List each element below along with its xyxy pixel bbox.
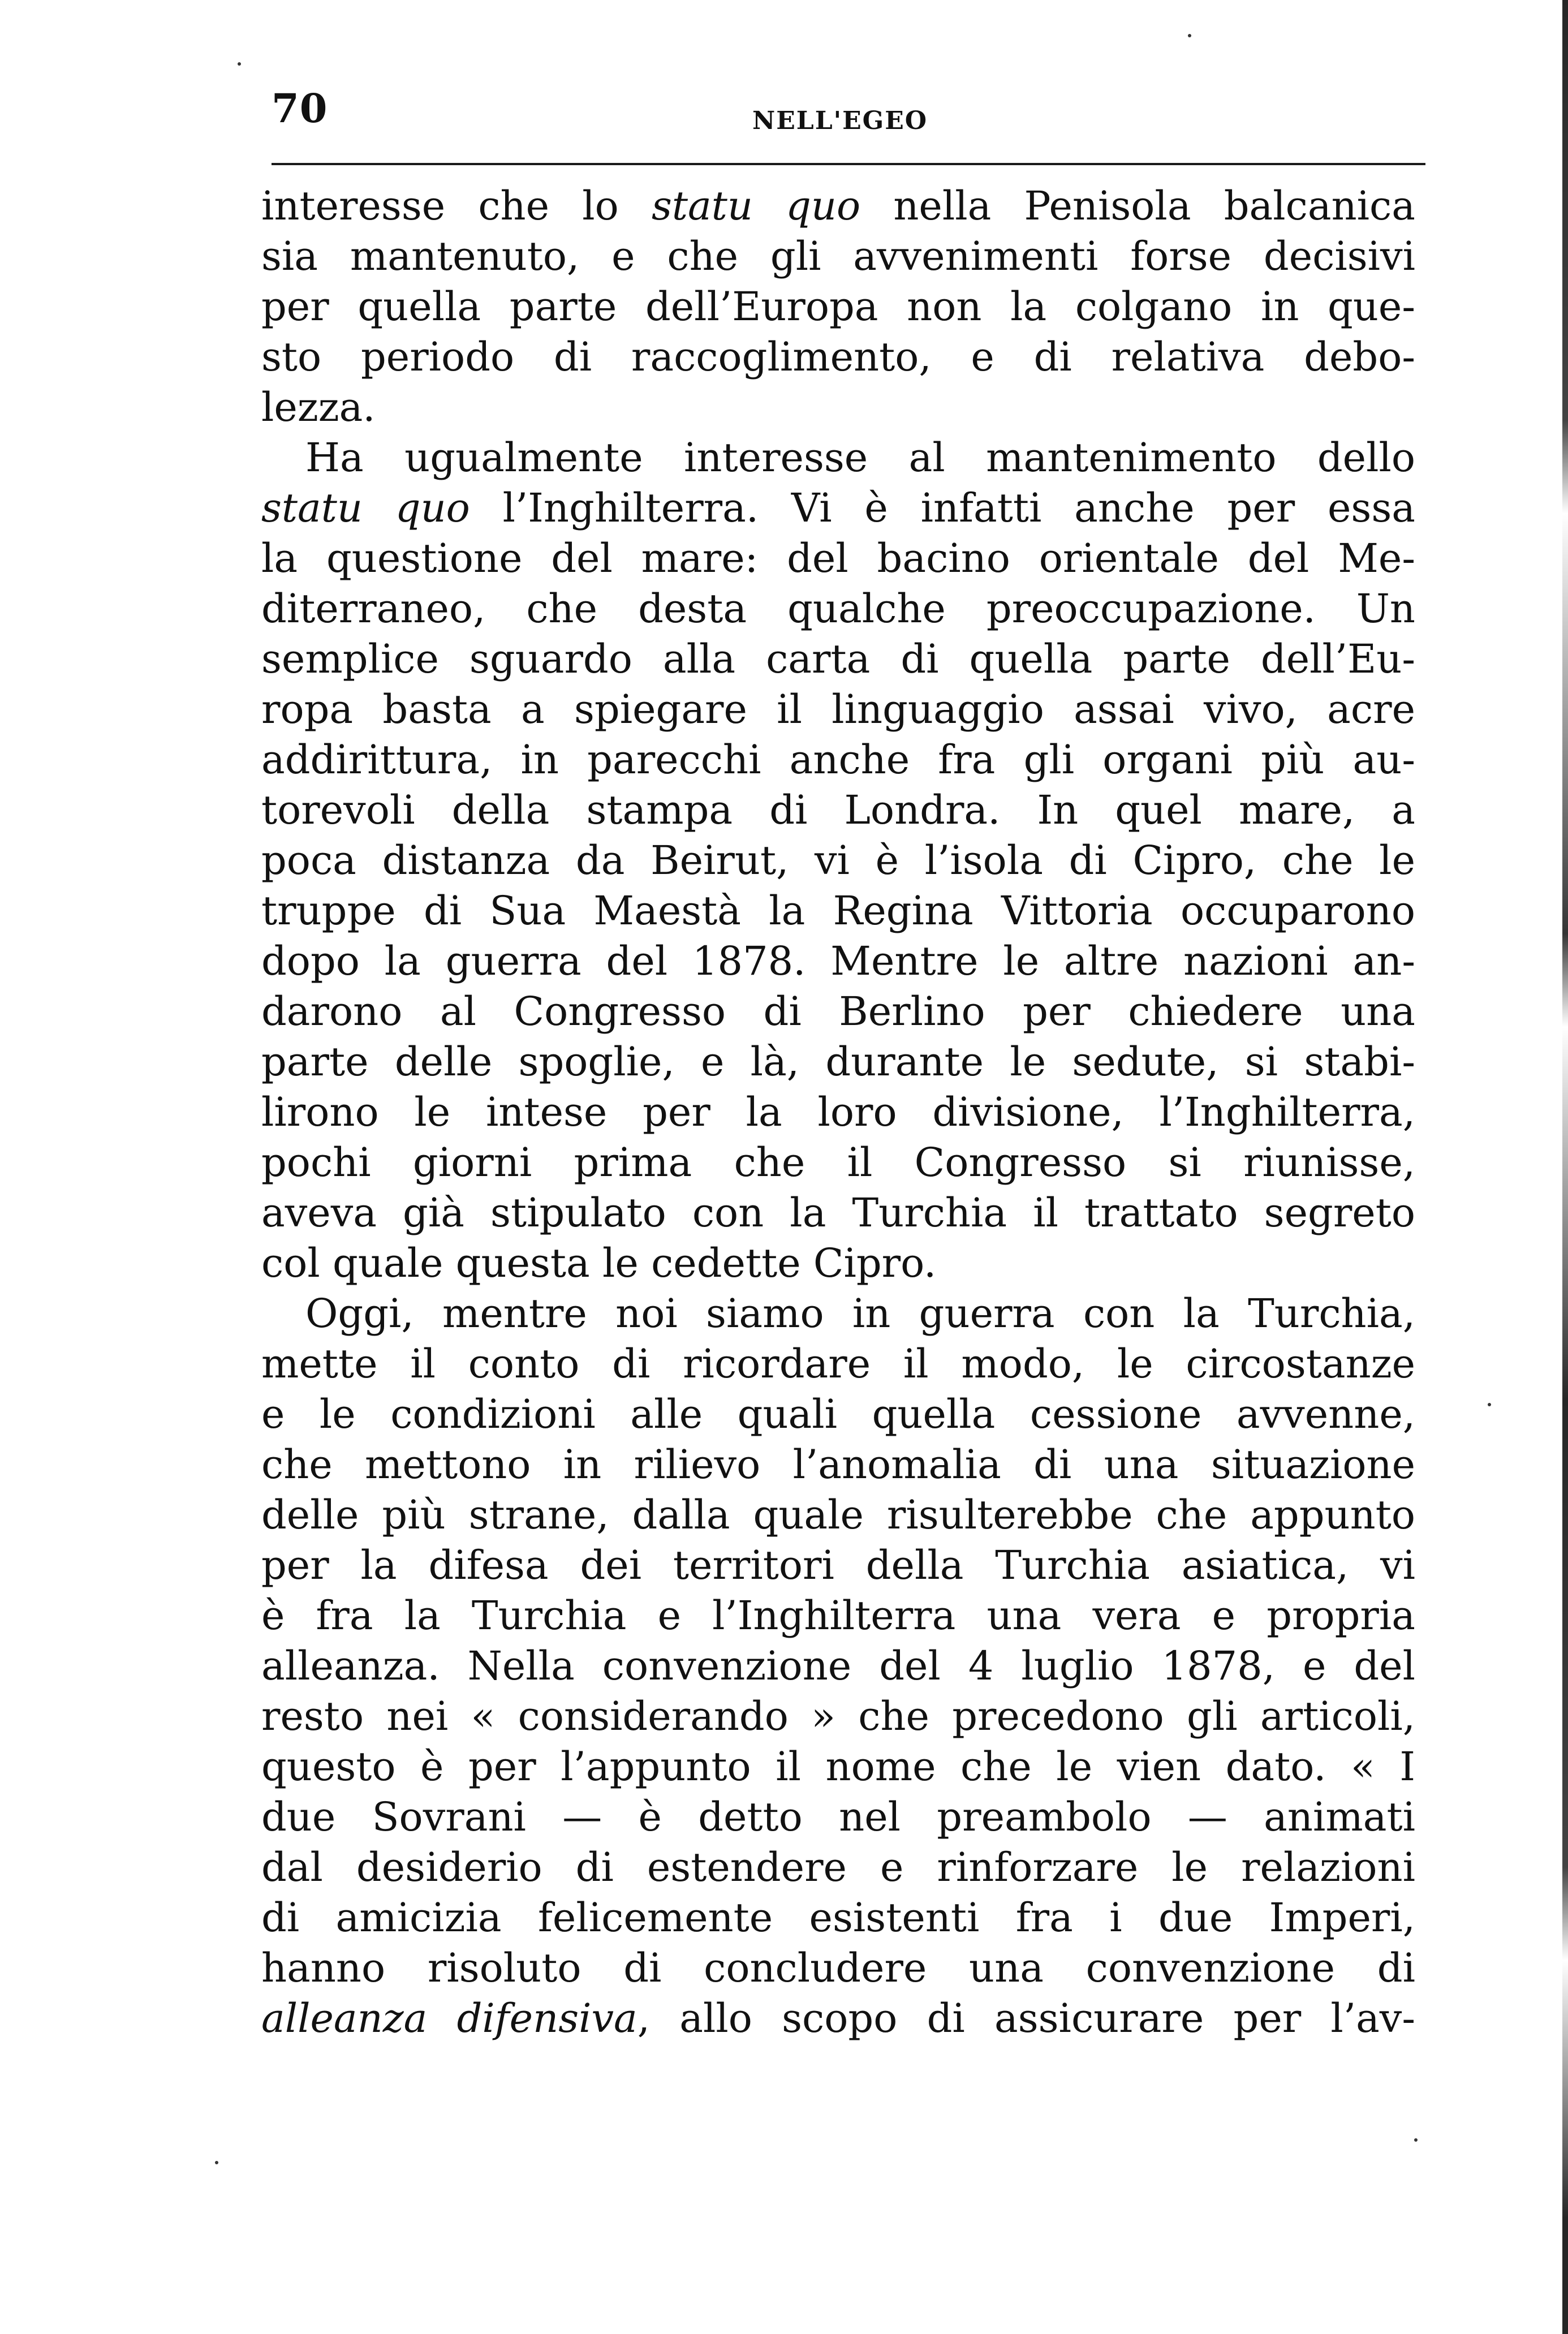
text-segment: alleanza. Nella convenzione del 4 luglio 1878, e del: [261, 1643, 1415, 1689]
scan-speck: [1488, 1403, 1491, 1406]
text-segment: interesse che lo: [261, 183, 652, 229]
text-line: [261, 1440, 1415, 1490]
text-segment: che mettono in rilievo l’anomalia di una situazione: [261, 1441, 1415, 1488]
text-segment: Oggi, mentre noi siamo in guerra con la Turchia,: [305, 1290, 1415, 1337]
text-segment: lezza.: [261, 384, 376, 430]
text-segment: dal desiderio di estendere e rinforzare le relazioni: [261, 1844, 1415, 1891]
text-segment: Ha ugualmente interesse al mantenimento dello: [305, 434, 1415, 481]
text-segment: l’Inghilterra. Vi è infatti anche per essa: [469, 485, 1415, 531]
text-segment: truppe di Sua Maestà la Regina Vittoria occuparono: [261, 888, 1415, 934]
text-line: [261, 1993, 1415, 2044]
text-line: [261, 1943, 1415, 1993]
text-line: [261, 1792, 1415, 1842]
text-line: [261, 1138, 1415, 1188]
text-line: [261, 785, 1415, 836]
italic-text: statu quo: [261, 485, 470, 531]
italic-text: statu quo: [651, 183, 861, 229]
text-segment: sto periodo di raccoglimento, e di relativa debo-: [261, 334, 1415, 380]
text-line: [261, 1691, 1415, 1742]
text-segment: , allo scopo di assicurare per l’av-: [637, 1995, 1415, 2042]
text-segment: torevoli della stampa di Londra. In quel mare, a: [261, 787, 1415, 833]
text-line: [261, 1289, 1415, 1339]
text-line: [261, 684, 1415, 735]
text-segment: delle più strane, dalla quale risulterebbe che appunto: [261, 1492, 1415, 1538]
text-line: [261, 987, 1415, 1037]
scan-speck: [1188, 34, 1191, 37]
text-line: [261, 483, 1415, 533]
text-line: [261, 886, 1415, 936]
text-segment: pochi giorni prima che il Congresso si riunisse,: [261, 1139, 1415, 1186]
text-segment: per quella parte dell’Europa non la colgano in que-: [261, 283, 1415, 330]
text-segment: mette il conto di ricordare il modo, le circostanze: [261, 1341, 1415, 1387]
page-number: 70: [272, 85, 328, 132]
text-line: [261, 1339, 1415, 1389]
text-segment: due Sovrani — è detto nel preambolo — animati: [261, 1794, 1415, 1840]
body-text: [261, 181, 1415, 2044]
text-line: [261, 584, 1415, 634]
text-line: [261, 1490, 1415, 1540]
text-line: [261, 1742, 1415, 1792]
text-segment: nella Penisola balcanica: [860, 183, 1415, 229]
text-segment: semplice sguardo alla carta di quella parte dell’Eu-: [261, 636, 1415, 682]
text-line: [261, 1641, 1415, 1691]
text-segment: diterraneo, che desta qualche preoccupazione. Un: [261, 585, 1415, 632]
text-line: [261, 836, 1415, 886]
text-segment: parte delle spoglie, e là, durante le sedute, si stabi-: [261, 1039, 1415, 1085]
text-line: [261, 382, 1415, 433]
text-segment: dopo la guerra del 1878. Mentre le altre nazioni an-: [261, 938, 1415, 984]
text-line: [261, 1389, 1415, 1440]
text-segment: per la difesa dei territori della Turchia asiatica, vi: [261, 1542, 1415, 1588]
scan-speck: [238, 62, 241, 66]
header-rule: [272, 163, 1425, 165]
text-line: [261, 735, 1415, 785]
text-line: [261, 1591, 1415, 1641]
text-line: [261, 282, 1415, 332]
text-line: [261, 181, 1415, 231]
text-line: [261, 936, 1415, 987]
text-segment: darono al Congresso di Berlino per chiedere una: [261, 988, 1415, 1035]
text-segment: ropa basta a spiegare il linguaggio assai vivo, acre: [261, 686, 1415, 733]
text-line: [261, 1842, 1415, 1893]
italic-text: alleanza difensiva: [261, 1995, 637, 2042]
text-line: [261, 332, 1415, 382]
text-segment: aveva già stipulato con la Turchia il trattato segreto: [261, 1190, 1415, 1236]
text-segment: lirono le intese per la loro divisione, l’Inghilterra,: [261, 1089, 1415, 1135]
text-line: [261, 1238, 1415, 1289]
text-segment: addirittura, in parecchi anche fra gli organi più au-: [261, 737, 1415, 783]
text-segment: la questione del mare: del bacino orientale del Me-: [261, 535, 1415, 582]
text-line: [261, 433, 1415, 483]
text-segment: sia mantenuto, e che gli avvenimenti forse decisivi: [261, 233, 1415, 279]
running-head: NELL'EGEO: [752, 106, 928, 135]
text-line: [261, 1188, 1415, 1238]
text-line: [261, 1540, 1415, 1591]
text-segment: poca distanza da Beirut, vi è l’isola di Cipro, che le: [261, 837, 1415, 884]
text-segment: di amicizia felicemente esistenti fra i due Imperi,: [261, 1894, 1415, 1941]
text-segment: e le condizioni alle quali quella cessione avvenne,: [261, 1391, 1415, 1437]
text-segment: questo è per l’appunto il nome che le vien dato. « I: [261, 1743, 1415, 1790]
text-segment: col quale questa le cedette Cipro.: [261, 1240, 937, 1286]
text-segment: è fra la Turchia e l’Inghilterra una vera e propria: [261, 1592, 1415, 1639]
scan-speck: [215, 2161, 218, 2164]
text-segment: resto nei « considerando » che precedono gli articoli,: [261, 1693, 1415, 1739]
text-line: [261, 231, 1415, 282]
text-line: [261, 1087, 1415, 1138]
text-line: [261, 1893, 1415, 1943]
text-line: [261, 533, 1415, 584]
page-header: [266, 79, 1420, 147]
text-line: [261, 634, 1415, 684]
scan-speck: [1414, 2138, 1418, 2142]
text-segment: hanno risoluto di concludere una convenzione di: [261, 1945, 1415, 1991]
page-edge-shadow: [1562, 0, 1568, 2334]
text-line: [261, 1037, 1415, 1087]
